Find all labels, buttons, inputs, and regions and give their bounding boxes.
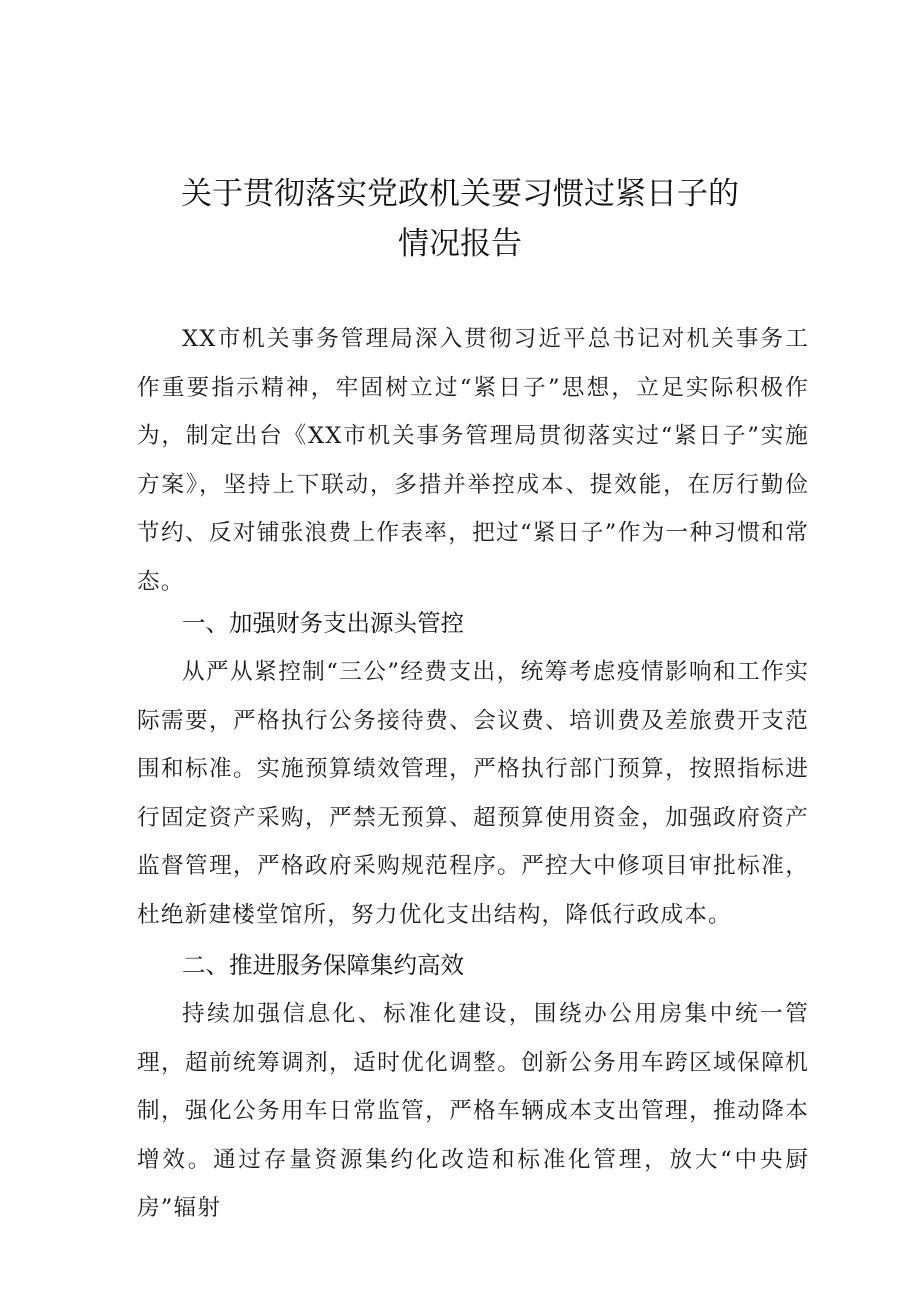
section-body-1: 从严从紧控制“三公”经费支出，统筹考虑疫情影响和工作实际需要，严格执行公务接待费、会议费、培训费及差旅费开支范围和标准。实施预算绩效管理，严格执行部门预算，按照指标进行固定资产采购，严禁无预算、超预算使用资金，加强政府资产监督管理，严格政府采购规范程序。严控大中修项目审批标准，杜绝新建楼堂馆所，努力优化支出结构，降低行政成本。 [137,659,809,928]
section-body-2: 持续加强信息化、标准化建设，围绕办公用房集中统一管理，超前统筹调剂，适时优化调整。创新公务用车跨区域保障机制，强化公务用车日常监管，严格车辆成本支出管理，推动降本增效。通过存量资源集约化改造和标准化管理，放大“中央厨房”辐射 [137,1001,809,1221]
section-heading-2: 二、推进服务保障集约高效 [182,951,464,979]
document-title-line-2: 情况报告 [398,226,522,262]
section-heading-1: 一、加强财务支出源头管控 [182,609,464,637]
document-title-line-1: 关于贯彻落实党政机关要习惯过紧日子的 [181,176,739,212]
intro-paragraph: XX市机关事务管理局深入贯彻习近平总书记对机关事务工作重要指示精神，牢固树立过“紧日子”思想，立足实际积极作为，制定出台《XX市机关事务管理局贯彻落实过“紧日子”实施方案》，坚持上下联动，多措并举控成本、提效能，在厉行勤俭节约、反对铺张浪费上作表率，把过“紧日子”作为一种习惯和常态。 [137,326,809,595]
